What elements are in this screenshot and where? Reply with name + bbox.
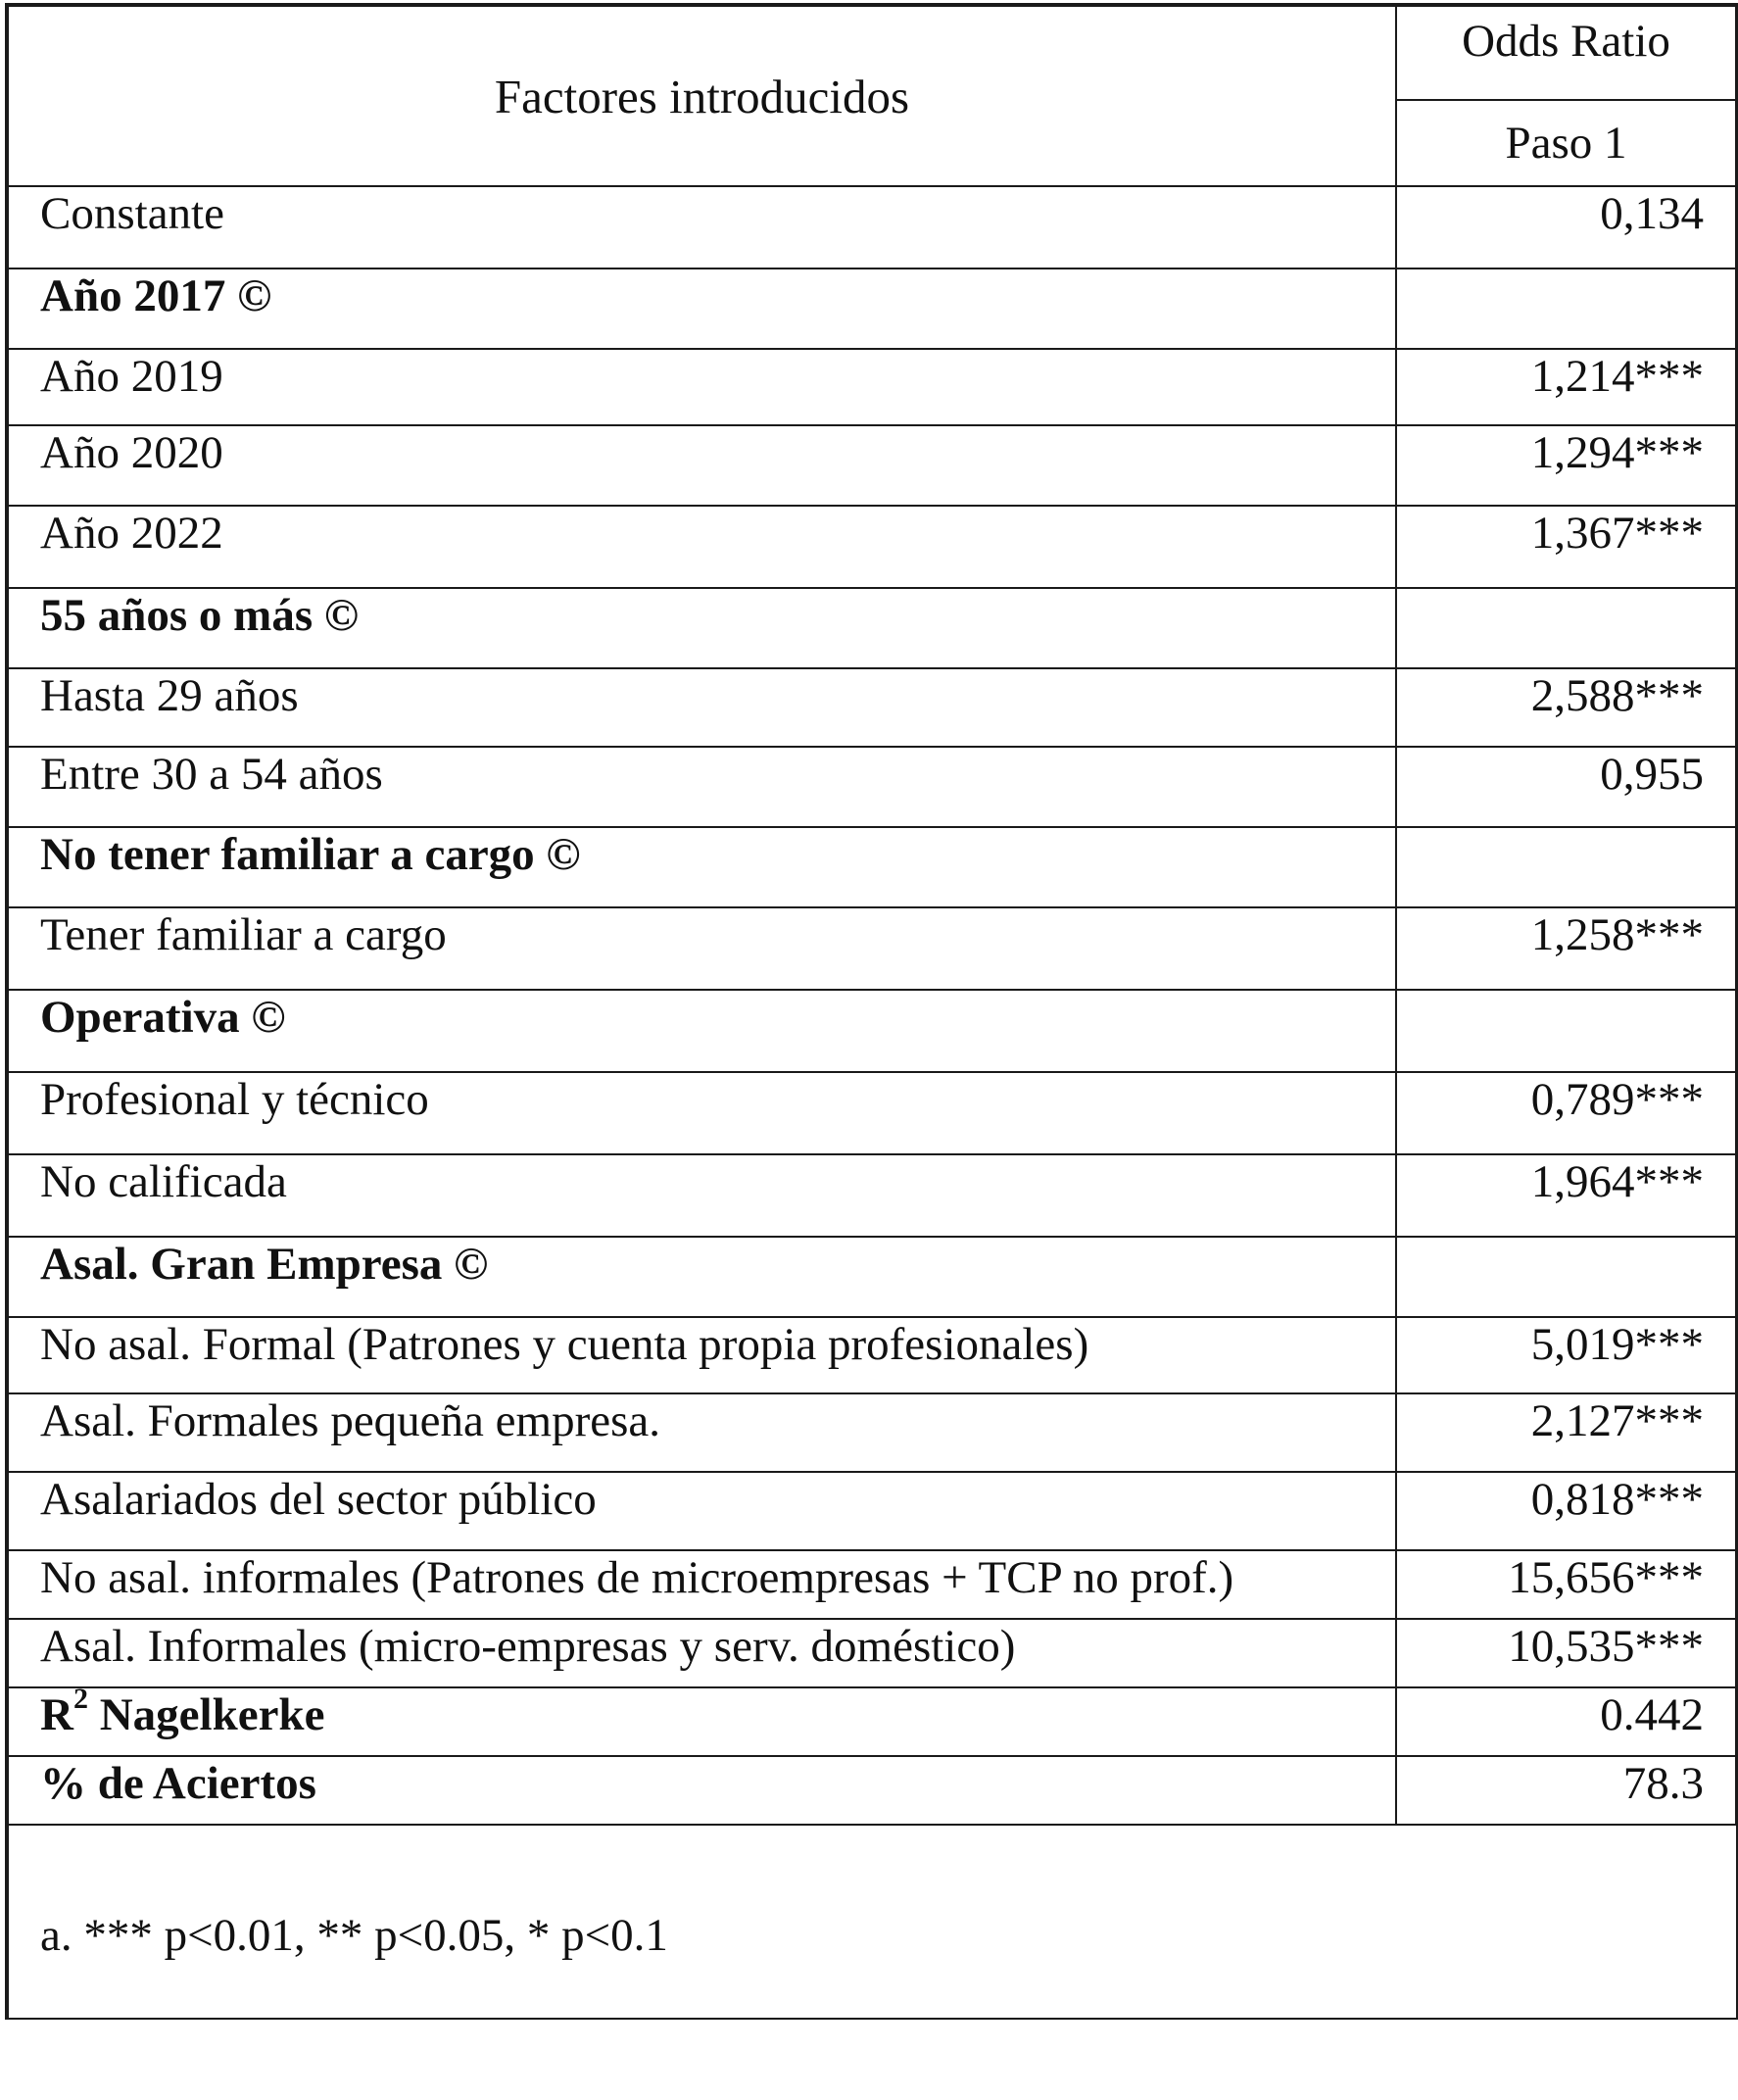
r2-label: $R^2$ Nagelkerke xyxy=(7,1687,1396,1756)
row-label: Profesional y técnico xyxy=(7,1072,1396,1154)
r2-value: 0.442 xyxy=(1396,1687,1737,1756)
row-label: No calificada xyxy=(7,1154,1396,1237)
row-label: Hasta 29 años xyxy=(7,668,1396,747)
table-row xyxy=(7,668,1737,747)
accuracy-row xyxy=(7,1756,1737,1825)
row-value xyxy=(1396,269,1737,349)
row-value: 15,656*** xyxy=(1396,1550,1737,1619)
table-row xyxy=(7,990,1737,1072)
row-value xyxy=(1396,1237,1737,1317)
row-value xyxy=(1396,990,1737,1072)
row-label: Asalariados del sector público xyxy=(7,1472,1396,1550)
row-value: 2,127*** xyxy=(1396,1393,1737,1472)
row-label: 55 años o más © xyxy=(7,588,1396,668)
row-label: No tener familiar a cargo © xyxy=(7,827,1396,907)
table-row xyxy=(7,1072,1737,1154)
row-label: Año 2020 xyxy=(7,425,1396,506)
footnote-row xyxy=(7,1825,1737,2019)
factors-header: Factores introducidos xyxy=(7,5,1396,186)
table-row xyxy=(7,1154,1737,1237)
row-label: Constante xyxy=(7,186,1396,269)
row-value xyxy=(1396,827,1737,907)
table-row xyxy=(7,1393,1737,1472)
row-value: 0,789*** xyxy=(1396,1072,1737,1154)
header-row-top xyxy=(7,5,1737,100)
table-row xyxy=(7,349,1737,425)
row-label: Año 2019 xyxy=(7,349,1396,425)
accuracy-label: % de Aciertos xyxy=(7,1756,1396,1825)
row-value xyxy=(1396,588,1737,668)
table-row xyxy=(7,588,1737,668)
row-label: Año 2022 xyxy=(7,506,1396,588)
row-value: 1,258*** xyxy=(1396,907,1737,990)
row-value: 0,818*** xyxy=(1396,1472,1737,1550)
row-label: Entre 30 a 54 años xyxy=(7,747,1396,827)
row-label: No asal. Formal (Patrones y cuenta propia profesionales) xyxy=(7,1317,1396,1393)
row-label: Año 2017 © xyxy=(7,269,1396,349)
table-row xyxy=(7,747,1737,827)
table-row xyxy=(7,827,1737,907)
row-label: Tener familiar a cargo xyxy=(7,907,1396,990)
row-value: 5,019*** xyxy=(1396,1317,1737,1393)
table-row xyxy=(7,425,1737,506)
table-row xyxy=(7,1317,1737,1393)
row-label: Asal. Formales pequeña empresa. xyxy=(7,1393,1396,1472)
table-row xyxy=(7,907,1737,990)
row-value: 0,134 xyxy=(1396,186,1737,269)
table-row xyxy=(7,1237,1737,1317)
footnote: a. *** p<0.01, ** p<0.05, * p<0.1 xyxy=(7,1825,1737,2019)
odds-ratio-table xyxy=(5,3,1738,2020)
odds-ratio-header: Odds Ratio xyxy=(1396,5,1737,100)
table-row xyxy=(7,186,1737,269)
row-label: Asal. Gran Empresa © xyxy=(7,1237,1396,1317)
table-row xyxy=(7,1550,1737,1619)
row-label: Operativa © xyxy=(7,990,1396,1072)
accuracy-value: 78.3 xyxy=(1396,1756,1737,1825)
row-value: 1,964*** xyxy=(1396,1154,1737,1237)
row-value: 10,535*** xyxy=(1396,1619,1737,1687)
row-label: Asal. Informales (micro-empresas y serv. doméstico) xyxy=(7,1619,1396,1687)
table-row xyxy=(7,1472,1737,1550)
table-row xyxy=(7,269,1737,349)
step-header: Paso 1 xyxy=(1396,100,1737,186)
row-value: 2,588*** xyxy=(1396,668,1737,747)
row-value: 1,214*** xyxy=(1396,349,1737,425)
row-label: No asal. informales (Patrones de microempresas + TCP no prof.) xyxy=(7,1550,1396,1619)
table-row xyxy=(7,506,1737,588)
row-value: 1,294*** xyxy=(1396,425,1737,506)
row-value: 0,955 xyxy=(1396,747,1737,827)
r2-row xyxy=(7,1687,1737,1756)
table-row xyxy=(7,1619,1737,1687)
row-value: 1,367*** xyxy=(1396,506,1737,588)
